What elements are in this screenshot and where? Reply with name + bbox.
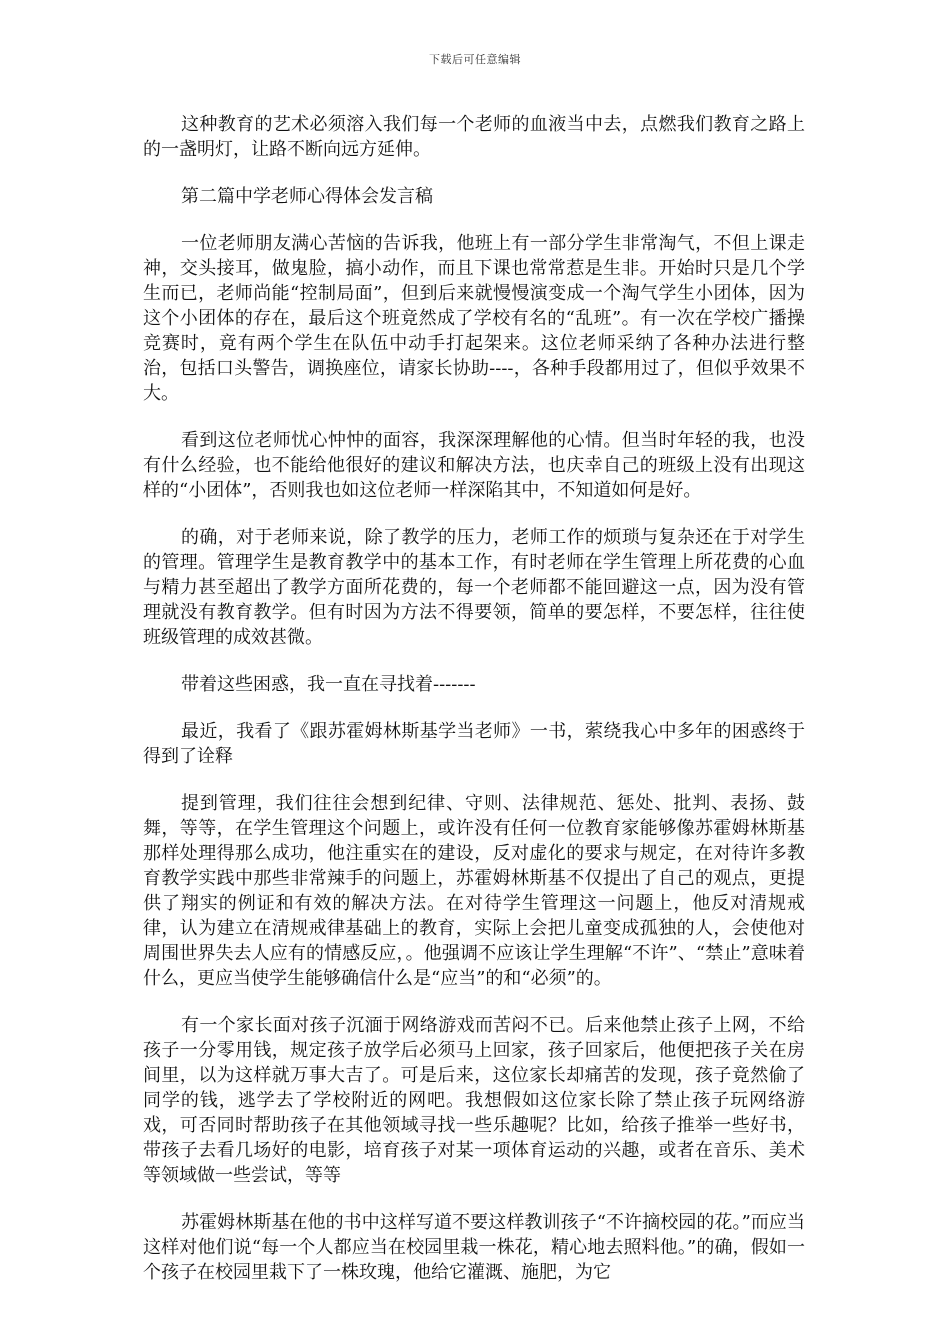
section-heading: 第二篇中学老师心得体会发言稿 bbox=[181, 186, 433, 207]
paragraph: 带着这些困惑，我一直在寻找着------- bbox=[181, 674, 476, 695]
paragraph: 苏霍姆林斯基在他的书中这样写道不要这样教训孩子“不许摘校园的花。”而应当这样对他们说“每一个人都应当在校园里栽一株花，精心地去照料他。”的确，假如一个孩子在校园里栽下了一株玫瑰，他给它灌溉、施肥，为它 bbox=[143, 1212, 805, 1283]
paragraph: 看到这位老师忧心忡忡的面容，我深深理解他的心情。但当时年轻的我，也没有什么经验，也不能给他很好的建议和解决方法，也庆幸自己的班级上没有出现这样的“小团体”，否则我也如这位老师一样深陷其中，不知道如何是好。 bbox=[143, 430, 805, 501]
page-header-note: 下载后可任意编辑 bbox=[429, 53, 521, 66]
paragraph: 最近，我看了《跟苏霍姆林斯基学当老师》一书，萦绕我心中多年的困惑终于得到了诠释 bbox=[143, 721, 805, 767]
paragraph: 的确，对于老师来说，除了教学的压力，老师工作的烦琐与复杂还在于对学生的管理。管理学生是教育教学中的基本工作，有时老师在学生管理上所花费的心血与精力甚至超出了教学方面所花费的，每一个老师都不能回避这一点，因为没有管理就没有教育教学。但有时因为方法不得要领，简单的要怎样，不要怎样，往往使班级管理的成效甚微。 bbox=[143, 527, 805, 648]
paragraph: 有一个家长面对孩子沉湎于网络游戏而苦闷不已。后来他禁止孩子上网，不给孩子一分零用钱，规定孩子放学后必须马上回家，孩子回家后，他便把孩子关在房间里，以为这样就万事大吉了。可是后来，这位家长却痛苦的发现，孩子竟然偷了同学的钱，逃学去了学校附近的网吧。我想假如这位家长除了禁止孩子玩网络游戏，可否同时帮助孩子在其他领域寻找一些乐趣呢？比如，给孩子推举一些好书，带孩子去看几场好的电影，培育孩子对某一项体育运动的兴趣，或者在音乐、美术等领域做一些尝试，等等 bbox=[143, 1015, 805, 1186]
paragraph: 一位老师朋友满心苦恼的告诉我，他班上有一部分学生非常淘气，不但上课走神，交头接耳，做鬼脸，搞小动作，而且下课也常常惹是生非。开始时只是几个学生而已，老师尚能“控制局面”，但到后来就慢慢演变成一个淘气学生小团体，因为这个小团体的存在，最后这个班竟然成了学校有名的“乱班”。有一次在学校广播操竞赛时，竟有两个学生在队伍中动手打起架来。这位老师采纳了各种办法进行整治，包括口头警告，调换座位，请家长协助----，各种手段都用过了，但似乎效果不大。 bbox=[143, 233, 805, 404]
paragraph: 这种教育的艺术必须溶入我们每一个老师的血液当中去，点燃我们教育之路上的一盏明灯，让路不断向远方延伸。 bbox=[143, 114, 805, 160]
paragraph: 提到管理，我们往往会想到纪律、守则、法律规范、惩处、批判、表扬、鼓舞，等等，在学生管理这个问题上，或许没有任何一位教育家能够像苏霍姆林斯基那样处理得那么成功，他注重实在的建设，反对虚化的要求与规定，在对待许多教育教学实践中那些非常辣手的问题上，苏霍姆林斯基不仅提出了自己的观点，更提供了翔实的例证和有效的解决方法。在对待学生管理这一问题上，他反对清规戒律，认为建立在清规戒律基础上的教育，实际上会把儿童变成孤独的人，会使他对周围世界失去人应有的情感反应，。他强调不应该让学生理解“不许”、“禁止”意味着什么，更应当使学生能够确信什么是“应当”的和“必须”的。 bbox=[143, 793, 805, 989]
document-body bbox=[143, 112, 805, 1307]
